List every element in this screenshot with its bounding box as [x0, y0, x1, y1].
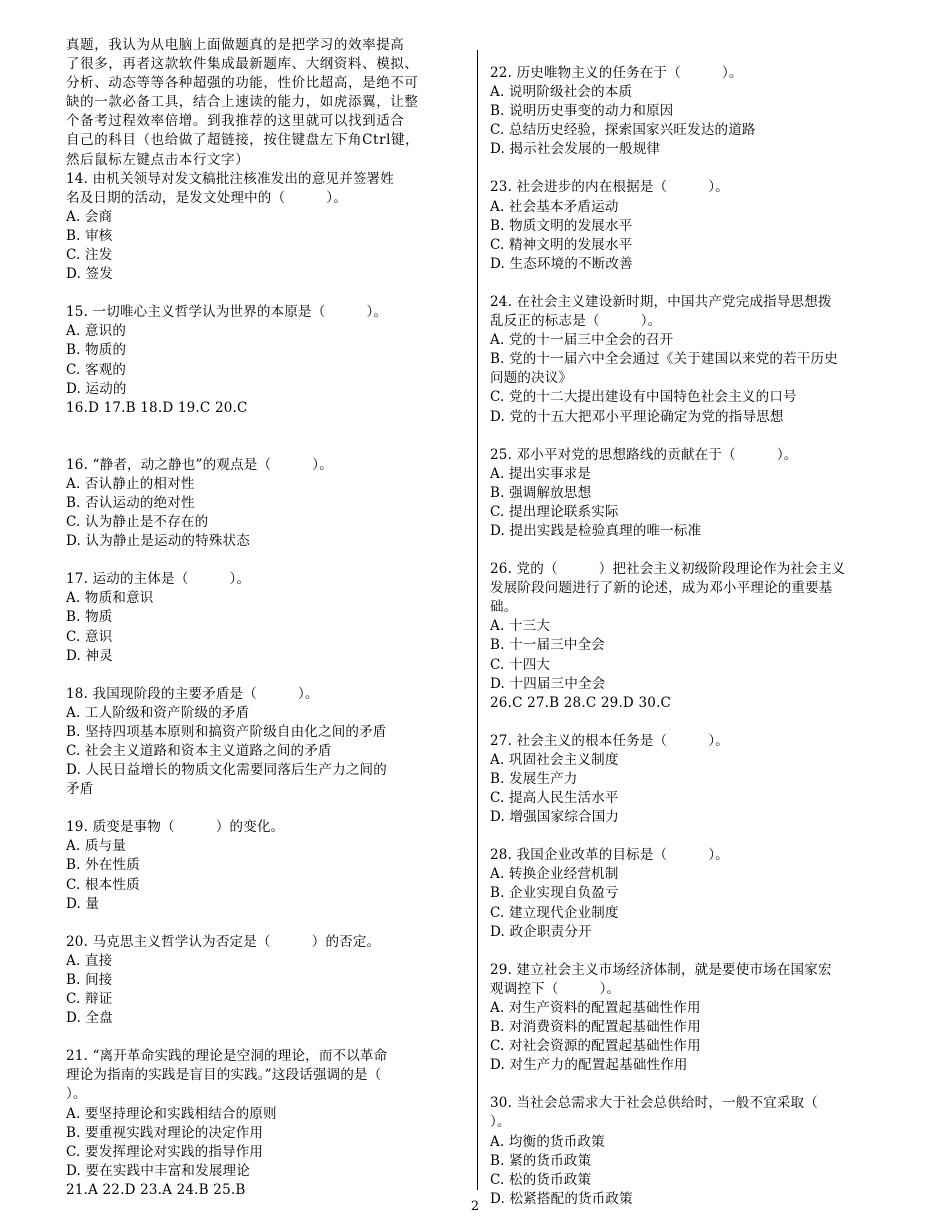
question-19: [66, 818, 462, 913]
option: C. 党的十二大提出建设有中国特色社会主义的口号: [490, 389, 797, 406]
option: D. 松紧搭配的货币政策: [490, 1190, 633, 1207]
question-text: 24. 在社会主义建设新时期，中国共产党完成指导思想拨: [490, 293, 832, 310]
question-text: 20. 马克思主义哲学认为否定是（ ）的否定。: [66, 933, 381, 950]
question-text: 28. 我国企业改革的目标是（ ）。: [490, 847, 730, 864]
option: B. 企业实现自负盈亏: [490, 885, 619, 902]
intro-line: 个备考过程效率倍增。到我推荐的这里就可以找到适合: [66, 113, 405, 130]
option: D. 政企职责分开: [490, 923, 592, 940]
question-20: [66, 933, 462, 1028]
question-text: 发展阶段问题进行了新的论述，成为邓小平理论的重要基: [490, 580, 833, 597]
question-17: [66, 570, 462, 665]
question-14: [66, 170, 462, 285]
option: B. 外在性质: [66, 857, 140, 874]
left-column: [66, 36, 462, 1200]
option: B. 坚持四项基本原则和搞资产阶级自由化之间的矛盾: [66, 723, 387, 740]
option: D. 签发: [66, 266, 113, 283]
option: C. 客观的: [66, 361, 127, 378]
option: A. 对生产资料的配置起基础性作用: [490, 999, 701, 1016]
option: D. 揭示社会发展的一般规律: [490, 141, 661, 158]
option: A. 质与量: [66, 838, 127, 855]
page-number: 2: [470, 1199, 480, 1214]
option: C. 认为静止是不存在的: [66, 514, 209, 531]
option: B. 强调解放思想: [490, 484, 592, 501]
question-22: [490, 64, 910, 159]
option: D. 提出实践是检验真理的唯一标准: [490, 522, 702, 539]
option: D. 十四届三中全会: [490, 675, 606, 692]
option: C. 辩证: [66, 991, 113, 1008]
option: D. 生态环境的不断改善: [490, 255, 633, 272]
question-text: 30. 当社会总需求大于社会总供给时，一般不宜采取（: [490, 1095, 818, 1112]
option: B. 物质文明的发展水平: [490, 217, 633, 234]
option: A. 党的十一届三中全会的召开: [490, 332, 674, 349]
option: C. 对社会资源的配置起基础性作用: [490, 1038, 701, 1055]
question-text: 27. 社会主义的根本任务是（ ）。: [490, 732, 730, 749]
option: A. 物质和意识: [66, 590, 154, 607]
option: A. 会商: [66, 208, 113, 225]
intro-line: 真题，我认为从电脑上面做题真的是把学习的效率提高: [66, 37, 405, 53]
option: B. 审核: [66, 227, 113, 244]
option: C. 提高人民生活水平: [490, 790, 619, 807]
question-16: [66, 456, 462, 551]
option: C. 要发挥理论对实践的指导作用: [66, 1143, 264, 1160]
option: B. 对消费资料的配置起基础性作用: [490, 1019, 701, 1036]
option: D. 全盘: [66, 1010, 113, 1027]
intro-line: 然后鼠标左键点击本行文字）: [66, 151, 250, 168]
question-text: 26. 党的（ ）把社会主义初级阶段理论作为社会主义: [490, 561, 846, 578]
question-text: 理论为指南的实践是盲目的实践。”这段话强调的是（: [66, 1067, 382, 1084]
option: B. 紧的货币政策: [490, 1152, 592, 1169]
option: C. 提出理论联系实际: [490, 503, 619, 520]
answer-key: 16.D 17.B 18.D 19.C 20.C: [66, 399, 248, 416]
intro-line: 分析、动态等等各种超强的功能，性价比超高，是绝不可: [66, 75, 419, 92]
question-15: [66, 303, 462, 418]
intro-line: 缺的一款必备工具，结合上速读的能力，如虎添翼，让整: [66, 94, 419, 111]
option: A. 社会基本矛盾运动: [490, 198, 619, 215]
option: C. 建立现代企业制度: [490, 904, 619, 921]
option: D. 运动的: [66, 380, 127, 397]
question-text: 15. 一切唯心主义哲学认为世界的本原是（ ）。: [66, 304, 388, 321]
option: B. 物质的: [66, 342, 127, 359]
question-text: 18. 我国现阶段的主要矛盾是（ ）。: [66, 685, 319, 702]
question-26: [490, 560, 910, 713]
column-divider: [477, 50, 478, 1190]
option: A. 转换企业经营机制: [490, 866, 619, 883]
option: A. 意识的: [66, 323, 127, 340]
question-text: 乱反正的标志是（ ）。: [490, 313, 662, 330]
option: D. 增强国家综合国力: [490, 809, 620, 826]
question-text: 23. 社会进步的内在根据是（ ）。: [490, 179, 730, 196]
question-text: 14. 由机关领导对发文稿批注核准发出的意见并签署姓: [66, 170, 394, 187]
option: C. 注发: [66, 247, 113, 264]
question-text: 25. 邓小平对党的思想路线的贡献在于（ ）。: [490, 446, 798, 463]
intro-line: 了很多，再者这款软件集成最新题库、大纲资料、模拟、: [66, 56, 419, 73]
question-text: 17. 运动的主体是（ ）。: [66, 571, 251, 588]
option: D. 对生产力的配置起基础性作用: [490, 1057, 688, 1074]
option: B. 十一届三中全会: [490, 637, 606, 654]
option: D. 党的十五大把邓小平理论确定为党的指导思想: [490, 408, 784, 425]
question-text: 础。: [490, 599, 518, 616]
answer-key: 26.C 27.B 28.C 29.D 30.C: [490, 694, 672, 711]
question-text: ）。: [490, 1114, 511, 1131]
option: 问题的决议》: [490, 370, 573, 387]
answer-key: 21.A 22.D 23.A 24.B 25.B: [66, 1181, 246, 1198]
intro-paragraph: [66, 36, 462, 170]
option: C. 十四大: [490, 656, 551, 673]
question-text: 21. “离开革命实践的理论是空洞的理论，而不以革命: [66, 1048, 388, 1065]
option: D. 神灵: [66, 647, 113, 664]
question-text: 29. 建立社会主义市场经济体制，就是要使市场在国家宏: [490, 961, 832, 978]
option: B. 党的十一届六中全会通过《关于建国以来党的若干历史: [490, 351, 838, 368]
option: D. 要在实践中丰富和发展理论: [66, 1162, 250, 1179]
option: 矛盾: [66, 781, 94, 798]
option: C. 意识: [66, 628, 113, 645]
question-21: [66, 1047, 462, 1200]
question-27: [490, 732, 910, 827]
question-text: 22. 历史唯物主义的任务在于（ ）。: [490, 65, 743, 81]
option: B. 否认运动的绝对性: [66, 494, 195, 511]
option: B. 发展生产力: [490, 771, 578, 787]
option: C. 根本性质: [66, 876, 140, 893]
option: C. 松的货币政策: [490, 1171, 592, 1188]
question-29: [490, 961, 910, 1076]
intro-line: 自己的科目（也给做了超链接，按住键盘左下角Ctrl键，: [66, 132, 420, 149]
option: D. 人民日益增长的物质文化需要同落后生产力之间的: [66, 762, 387, 779]
option: B. 要重视实践对理论的决定作用: [66, 1124, 264, 1141]
option: A. 工人阶级和资产阶级的矛盾: [66, 704, 250, 721]
option: B. 间接: [66, 971, 113, 988]
question-text: 名及日期的活动，是发文处理中的（ ）。: [66, 189, 347, 206]
option: C. 精神文明的发展水平: [490, 236, 633, 253]
question-text: ）。: [66, 1086, 87, 1103]
option: A. 说明阶级社会的本质: [490, 84, 633, 101]
question-text: 16. “静者，动之静也”的观点是（ ）。: [66, 456, 333, 473]
question-30: [490, 1094, 910, 1209]
question-23: [490, 178, 910, 273]
option: A. 提出实事求是: [490, 465, 592, 482]
option: A. 均衡的货币政策: [490, 1133, 605, 1150]
option: A. 直接: [66, 952, 113, 969]
option: A. 否认静止的相对性: [66, 475, 195, 492]
option: C. 总结历史经验，探索国家兴旺发达的道路: [490, 122, 756, 139]
option: D. 认为静止是运动的特殊状态: [66, 533, 250, 550]
right-column: [490, 64, 910, 1209]
option: C. 社会主义道路和资本主义道路之间的矛盾: [66, 743, 332, 759]
question-text: 观调控下（ ）。: [490, 980, 621, 997]
question-text: 19. 质变是事物（ ）的变化。: [66, 819, 285, 836]
question-28: [490, 846, 910, 941]
question-18: [66, 685, 462, 800]
option: B. 物质: [66, 609, 113, 626]
option: A. 要坚持理论和实践相结合的原则: [66, 1105, 277, 1122]
option: A. 十三大: [490, 618, 551, 635]
option: D. 量: [66, 895, 100, 912]
question-25: [490, 446, 910, 541]
question-24: [490, 293, 910, 427]
option: B. 说明历史事变的动力和原因: [490, 103, 674, 120]
option: A. 巩固社会主义制度: [490, 751, 619, 768]
